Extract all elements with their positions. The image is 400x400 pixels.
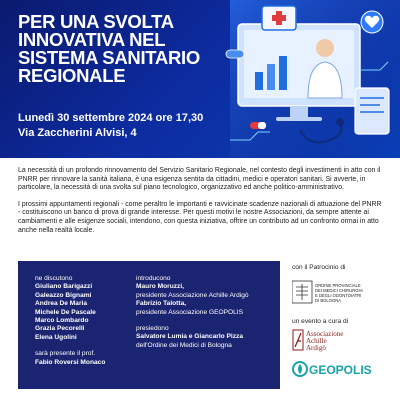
chair-role: dell'Ordine dei Medici di Bologna xyxy=(136,341,232,349)
intro-paragraph: La necessità di un profondo rinnovamento del Servizio Sanitario Regionale, nel contesto degli investimenti in atto con il PNRR per rinnovare la sanità italiana, è una esigenza sentita da cittadini, medici e operatori sanitari. Si avverte, in particolare, la necessità di una svolta sul piano tecnologico, organizzativo ed anche politico-amministrativo. xyxy=(18,167,381,192)
intro-label: introducono xyxy=(136,275,171,282)
speaker-name: Grazia Pecorelli xyxy=(35,325,85,333)
guest-label: sarà presente il prof. xyxy=(35,350,96,358)
guest-name: Fabio Roversi Monaco xyxy=(35,358,106,366)
omceo-logo-text: DEI MEDICI CHIRURGHI xyxy=(315,288,363,293)
intro-paragraph: I prossimi appuntamenti regionali - come peraltro le importanti e ravvicinate scadenze nazionali di attuazione del PNRR - costituiscono un banco di prova di grande interesse. Per questi motivi le nostre Associazioni, da sempre attente ai cambiamenti e alle esigenze sociali, intendono, con questa iniziativa, offrire un contributo ad un confronto ormai in atto anche nella realtà locale. xyxy=(18,200,382,234)
associazione-ardigo-logo xyxy=(292,327,362,353)
patronage-label: con il Patrocinio di xyxy=(292,264,346,271)
organizer-label: un evento a cura di xyxy=(292,318,349,325)
discussants-label: ne discutono xyxy=(35,275,73,282)
introducer-role: presidente Associazione GEOPOLIS xyxy=(136,308,244,316)
introducer-name: Fabrizio Talotta, xyxy=(136,300,187,308)
speaker-name: Michele De Pascale xyxy=(35,308,96,316)
event-address: Via Zaccherini Alvisi, 4 xyxy=(18,127,137,139)
speaker-name: Elena Ugolini xyxy=(35,333,77,341)
discussants-column xyxy=(35,275,145,367)
introducer-name: Mauro Moruzzi, xyxy=(136,283,184,291)
ardigo-logo-text: Ardigò xyxy=(306,344,326,352)
page-title: PER UNA SVOLTA INNOVATIVA NEL SISTEMA SANITARIO REGIONALE xyxy=(18,11,200,86)
event-date: Lunedì 30 settembre 2024 ore 17,30 xyxy=(18,112,204,124)
chair-label: presiedono xyxy=(136,325,169,333)
hosts-column xyxy=(136,275,276,350)
introducer-role: presidente Associazione Achille Ardigò xyxy=(136,291,249,299)
speaker-name: Giuliano Barigazzi xyxy=(35,283,93,291)
speaker-name: Galeazzo Bignami xyxy=(35,291,92,299)
geopolis-logo xyxy=(292,360,372,378)
speaker-name: Andrea De Maria xyxy=(35,300,88,308)
ardigo-logo-text: Achille xyxy=(306,337,327,345)
geopolis-logo-text: GEOPOLIS xyxy=(309,363,372,377)
omceo-logo-text: ORDINE PROVINCIALE xyxy=(315,283,361,288)
omceo-logo-text: DI BOLOGNA xyxy=(315,298,342,303)
chair-names: Salvatore Lumia e Giancarlo Pizza xyxy=(136,333,244,341)
omceo-bologna-logo xyxy=(292,279,392,305)
hero-banner xyxy=(0,0,400,158)
omceo-logo-text: E DEGLI ODONTOIATRI xyxy=(315,293,362,298)
speaker-name: Marco Lombardo xyxy=(35,317,89,325)
speakers-panel xyxy=(18,261,280,389)
ardigo-logo-text: Associazione xyxy=(306,330,344,338)
intro-text xyxy=(18,167,382,235)
